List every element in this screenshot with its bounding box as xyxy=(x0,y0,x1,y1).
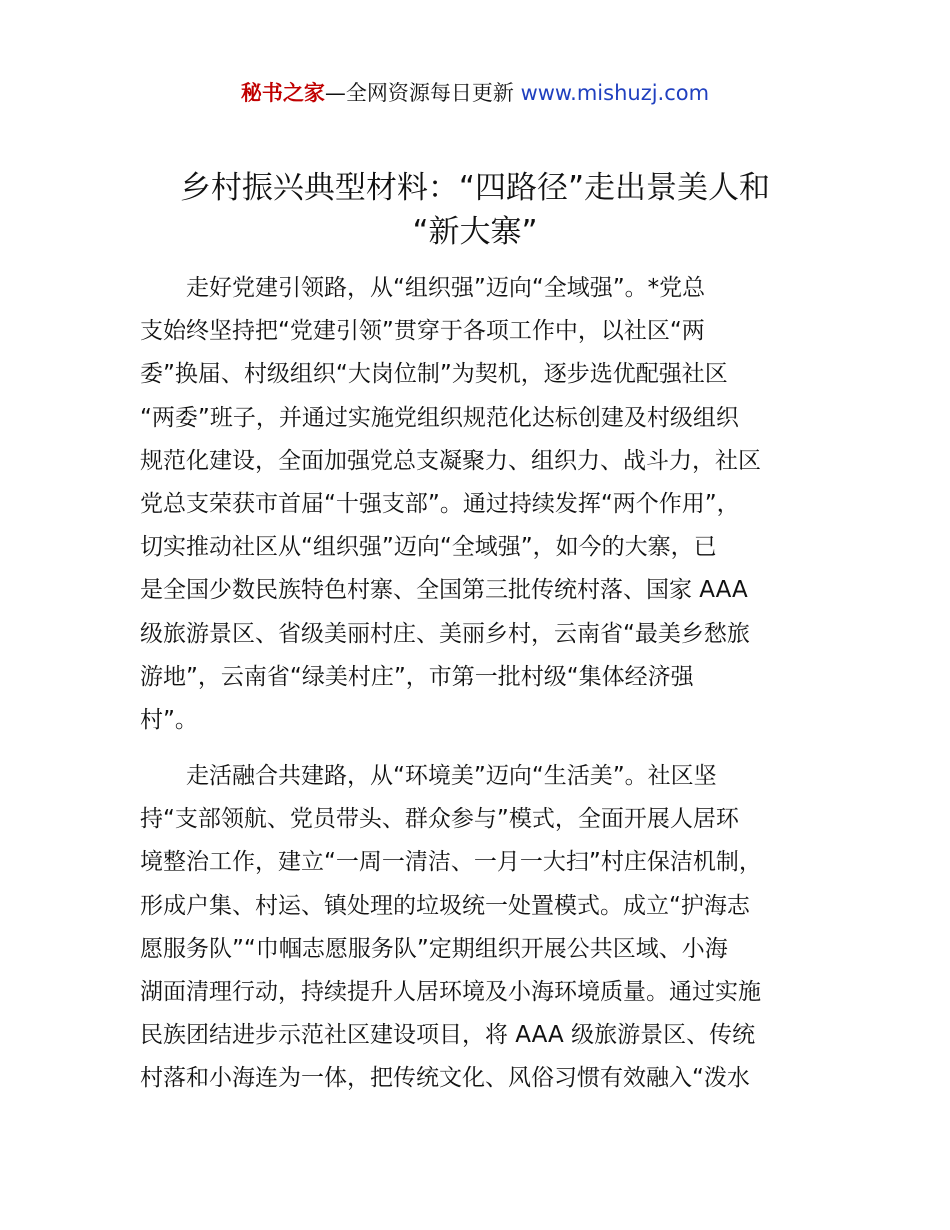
text-line: 党总支荣获市首届“十强支部”。通过持续发挥“两个作用”， xyxy=(140,490,740,517)
text-line: 委”换届、村级组织“大岗位制”为契机，逐步选优配强社区 xyxy=(140,361,728,388)
paragraph-1 xyxy=(140,267,815,742)
document-title xyxy=(120,166,830,254)
text-line: 湖面清理行动，持续提升人居环境及小海环境质量。通过实施 xyxy=(140,978,761,1005)
text-line: “两委”班子，并通过实施党组织规范化达标创建及村级组织 xyxy=(140,404,739,431)
text-line: 走好党建引领路，从“组织强”迈向“全域强”。*党总 xyxy=(140,275,706,301)
text-line: 境整治工作，建立“一周一清洁、一月一大扫”村庄保洁机制， xyxy=(140,849,762,876)
text-line: 切实推动社区从“组织强”迈向“全域强”，如今的大寨，已 xyxy=(140,534,717,561)
title-line: “新大寨” xyxy=(412,214,538,250)
text-line: 规范化建设，全面加强党总支凝聚力、组织力、战斗力，社区 xyxy=(140,447,761,474)
header-url-link[interactable]: www.mishuzj.com xyxy=(520,81,710,105)
text-line: 形成户集、村运、镇处理的垃圾统一处置模式。成立“护海志 xyxy=(140,892,750,919)
paragraph-2 xyxy=(140,755,815,1101)
page-header xyxy=(0,78,950,108)
text-line: 游地”，云南省“绿美村庄”，市第一批村级“集体经济强 xyxy=(140,663,694,690)
text-line: 级旅游景区、省级美丽村庄、美丽乡村，云南省“最美乡愁旅 xyxy=(140,620,750,647)
text-line: 愿服务队”“巾帼志愿服务队”定期组织开展公共区域、小海 xyxy=(140,935,728,962)
header-brand: 秘书之家 xyxy=(240,81,325,105)
text-line: 民族团结进步示范社区建设项目，将 AAA 级旅游景区、传统 xyxy=(140,1022,756,1049)
header-tagline: —全网资源每日更新 xyxy=(324,81,521,105)
text-line: 持“支部领航、党员带头、群众参与”模式，全面开展人居环 xyxy=(140,806,739,833)
text-line: 走活融合共建路，从“环境美”迈向“生活美”。社区坚 xyxy=(140,763,717,789)
text-line: 村”。 xyxy=(140,706,198,733)
text-line: 村落和小海连为一体，把传统文化、风俗习惯有效融入“泼水 xyxy=(140,1065,750,1092)
text-line: 支始终坚持把“党建引领”贯穿于各项工作中，以社区“两 xyxy=(140,318,705,345)
text-line: 是全国少数民族特色村寨、全国第三批传统村落、国家 AAA xyxy=(140,577,748,604)
title-line: 乡村振兴典型材料：“四路径”走出景美人和 xyxy=(179,170,771,206)
